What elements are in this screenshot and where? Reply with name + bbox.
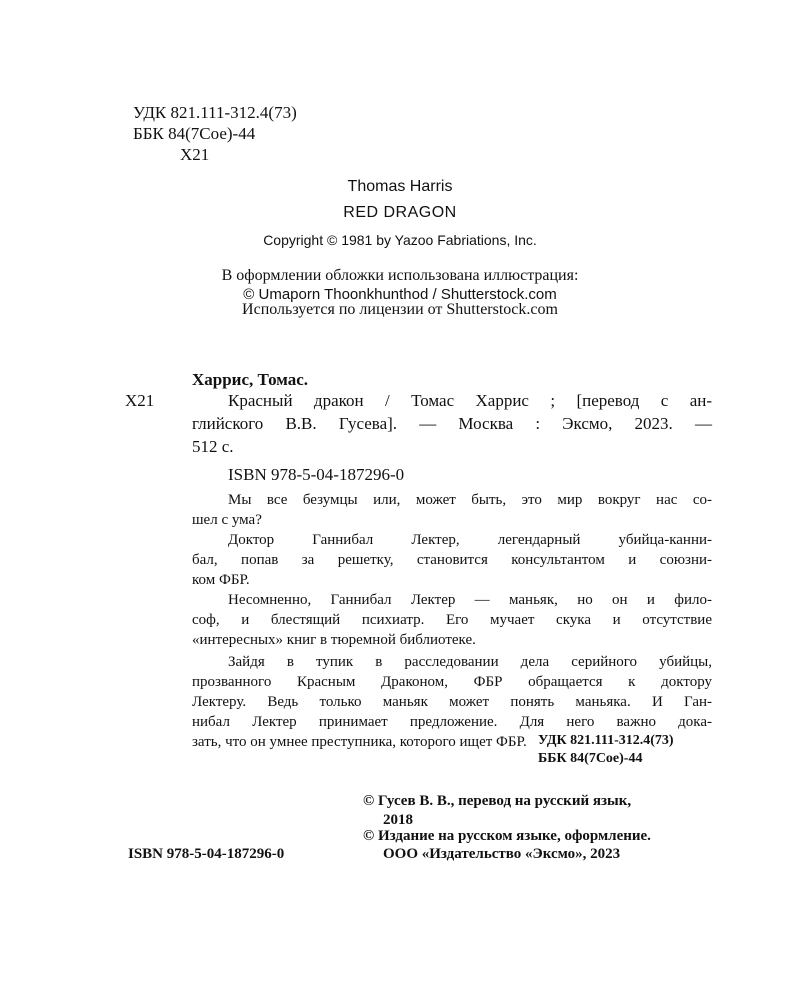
catalog-entry-line: глийского В.В. Гусева]. — Москва : Эксмо, 2023. — [192, 414, 712, 433]
annotation-line: Зайдя в тупик в расследовании дела серийного убийцы, [228, 654, 712, 670]
annotation-line: бал, попав за решетку, становится консультантом и союзни- [192, 552, 712, 568]
cover-credit-line: Используется по лицензии от Shutterstock.com [242, 301, 558, 318]
bbk-code: ББК 84(7Сое)-44 [133, 124, 256, 143]
catalog-entry-line: 512 с. [192, 437, 234, 456]
translation-copyright-line: 2018 [383, 812, 413, 828]
cover-credit-line: © Umaporn Thoonkhunthod / Shutterstock.com [243, 286, 557, 303]
annotation-line: Лектеру. Ведь только маньяк может понять маньяка. И Ган- [192, 694, 712, 710]
footer-udk-code: УДК 821.111-312.4(73) [538, 733, 674, 748]
original-copyright: Copyright © 1981 by Yazoo Fabriations, Inc. [263, 232, 537, 248]
annotation-line: Доктор Ганнибал Лектер, легендарный убийца-канни- [228, 532, 712, 548]
footer-bbk-code: ББК 84(7Сое)-44 [538, 751, 643, 766]
cover-credit-line: В оформлении обложки использована иллюстрация: [221, 267, 579, 284]
catalog-isbn: ISBN 978-5-04-187296-0 [228, 465, 405, 484]
original-title: RED DRAGON [343, 204, 457, 221]
catalog-author-heading: Харрис, Томас. [192, 370, 309, 389]
annotation-line: шел с ума? [192, 512, 262, 528]
annotation-line: соф, и блестящий психиатр. Его мучает скука и отсутствие [192, 612, 712, 628]
edition-copyright-line: ООО «Издательство «Эксмо», 2023 [383, 846, 621, 862]
translation-copyright-line: © Гусев В. В., перевод на русский язык, [363, 793, 632, 809]
annotation-line: Несомненно, Ганнибал Лектер — маньяк, но он и фило- [228, 592, 712, 608]
bottom-isbn: ISBN 978-5-04-187296-0 [128, 846, 285, 862]
edition-copyright-line: © Издание на русском языке, оформление. [363, 828, 651, 844]
udk-code: УДК 821.111-312.4(73) [133, 103, 297, 122]
catalog-sign: Х21 [125, 391, 155, 410]
annotation-line: зать, что он умнее преступника, которого ищет ФБР. [192, 734, 527, 750]
author-sign: Х21 [180, 145, 210, 164]
annotation-line: «интересных» книг в тюремной библиотеке. [192, 632, 476, 648]
annotation-line: нибал Лектер принимает предложение. Для него важно дока- [192, 714, 712, 730]
catalog-entry-line: Красный дракон / Томас Харрис ; [перевод с ан- [228, 391, 712, 410]
annotation-line: прозванного Красным Драконом, ФБР обращается к доктору [192, 674, 712, 690]
original-author: Thomas Harris [347, 178, 453, 195]
annotation-line: ком ФБР. [192, 572, 250, 588]
annotation-line: Мы все безумцы или, может быть, это мир вокруг нас со- [228, 492, 712, 508]
